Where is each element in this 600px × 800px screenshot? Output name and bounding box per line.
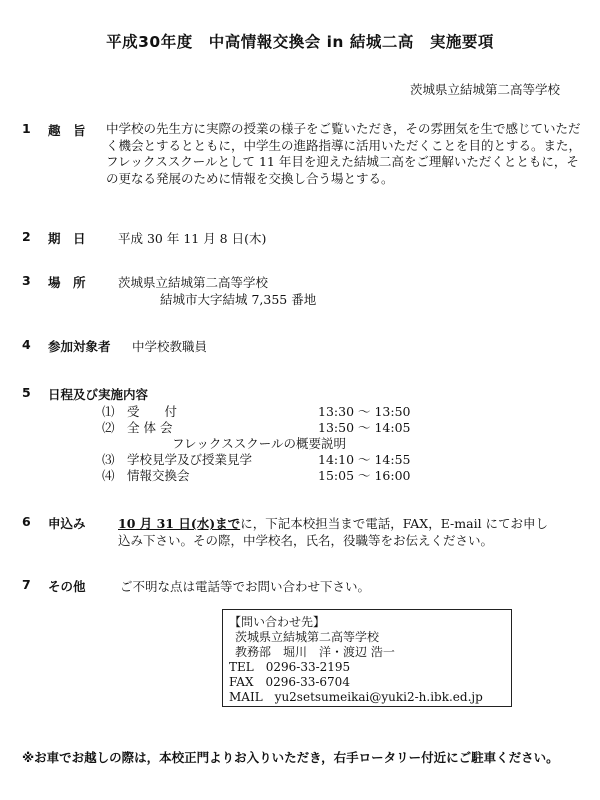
section-label-venue: 場 所 — [48, 275, 86, 290]
contact-mail: MAIL yu2setsumeikai@yuki2-h.ibk.ed.jp — [229, 690, 483, 704]
section-label-schedule: 日程及び実施内容 — [48, 387, 149, 402]
section-label-application: 申込み — [48, 516, 86, 531]
schedule-item: ⑵ 全 体 会 — [102, 420, 173, 435]
contact-school: 茨城県立結城第二高等学校 — [235, 630, 380, 644]
deadline: 10 月 31 日(水)まで — [118, 516, 241, 531]
section-number: 7 — [22, 577, 31, 592]
date-text: 平成 30 年 11 月 8 日(木) — [118, 231, 267, 246]
section-number: 1 — [22, 121, 31, 136]
application-line2: 込み下さい。その際，中学校名，氏名，役職等をお伝えください。 — [118, 533, 494, 548]
parking-note: ※お車でお越しの際は，本校正門よりお入りいただき，右手ロータリー付近にご駐車ください。 — [22, 750, 559, 765]
contact-staff: 教務部 堀川 洋・渡辺 浩一 — [235, 645, 395, 659]
issuer-school: 茨城県立結城第二高等学校 — [409, 82, 560, 97]
other-text: ご不明な点は電話等でお問い合わせ下さい。 — [120, 579, 371, 594]
contact-heading: 【問い合わせ先】 — [229, 615, 326, 629]
schedule-time: 14:10 ～ 14:55 — [318, 452, 411, 467]
application-text: に，下記本校担当まで電話，FAX，E-mail にてお申し — [240, 516, 549, 531]
section-number: 3 — [22, 273, 31, 288]
schedule-item: ⑷ 情報交換会 — [102, 468, 190, 483]
purpose-text: 中学校の先生方に実際の授業の様子をご覧いただき，その雰囲気を生で感じていただく機会とするとともに，中学生の進路指導に活用いただくことを目的とする。また，フレックススクールとして 11 年目を迎えた結城二高をご理解いただくとともに，その更なる発展のために情報を交換し合う場とする。 — [106, 121, 582, 186]
section-number: 5 — [22, 385, 31, 400]
schedule-item: ⑶ 学校見学及び授業見学 — [102, 452, 253, 467]
section-number: 2 — [22, 229, 31, 244]
page-title: 平成30年度 中高情報交換会 in 結城二高 実施要項 — [106, 33, 494, 51]
venue-name: 茨城県立結城第二高等学校 — [118, 275, 269, 290]
schedule-item: ⑴ 受 付 — [102, 404, 178, 419]
section-number: 6 — [22, 514, 31, 529]
section-label-other: その他 — [48, 579, 86, 594]
schedule-time: 13:30 ～ 13:50 — [318, 404, 411, 419]
venue-address: 結城市大字結城 7,355 番地 — [160, 292, 317, 307]
contact-tel: TEL 0296-33-2195 — [229, 660, 351, 674]
contact-fax: FAX 0296-33-6704 — [229, 675, 350, 689]
application-line1 — [118, 514, 548, 532]
schedule-time: 13:50 ～ 14:05 — [318, 420, 411, 435]
section-label-purpose: 趣 旨 — [48, 123, 86, 138]
contact-box — [222, 609, 512, 707]
section-number: 4 — [22, 337, 31, 352]
schedule-item: フレックススクールの概要説明 — [172, 436, 347, 451]
section-label-date: 期 日 — [48, 231, 86, 246]
schedule-time: 15:05 ～ 16:00 — [318, 468, 411, 483]
section-label-participants: 参加対象者 — [48, 339, 111, 354]
participants-text: 中学校教職員 — [132, 339, 208, 354]
